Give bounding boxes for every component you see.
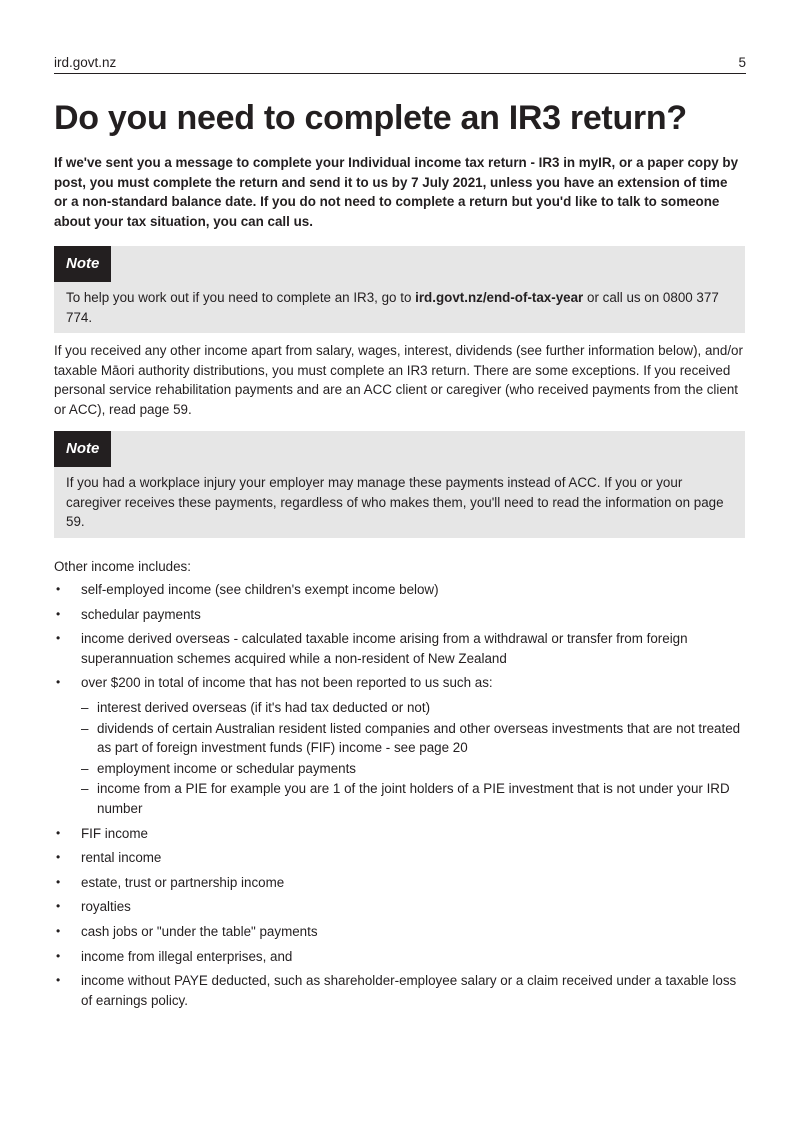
list-item: • income without PAYE deducted, such as shareholder-employee salary or a claim received under a taxable loss of earnings policy. bbox=[56, 973, 737, 1008]
bullet-icon: • bbox=[56, 825, 61, 840]
dash-icon: – bbox=[81, 720, 89, 736]
end-of-tax-year-link[interactable]: ird.govt.nz/end-of-tax-year bbox=[415, 290, 584, 305]
site-url: ird.govt.nz bbox=[54, 55, 117, 70]
list-item: • rental income bbox=[54, 848, 746, 868]
other-income-list bbox=[54, 580, 746, 1015]
list-item: • income derived overseas - calculated taxable income arising from a withdrawal or transfer from foreign superannuation schemes acquired while a non-resident of New Zealand bbox=[56, 631, 688, 666]
list-item: • royalties bbox=[54, 897, 746, 917]
sublist-item: – dividends of certain Australian resident listed companies and other overseas investments that are not treated as part of foreign investment funds (FIF) income - see page 20 bbox=[81, 720, 741, 756]
note-text-after: or call us on 0800 377 774. bbox=[66, 290, 719, 325]
list-item: • FIF income bbox=[54, 824, 746, 844]
bullet-icon: • bbox=[56, 973, 61, 988]
running-header bbox=[54, 55, 746, 74]
list-item: • income from illegal enterprises, and bbox=[54, 947, 746, 967]
other-income-paragraph: If you received any other income apart from salary, wages, interest, dividends (see further information below), and/or taxable Māori authority distributions, you must complete an IR3 return. There are some exceptions. If you received personal service rehabilitation payments and are an ACC client or caregiver (who received payments from the client or ACC), read page 59. bbox=[54, 343, 743, 417]
note-text: If you had a workplace injury your employer may manage these payments instead of ACC. If you or your caregiver receives these payments, regardless of who makes them, you'll need to read the information on page 59. bbox=[66, 475, 724, 530]
note-text-before: To help you work out if you need to complete an IR3, go to bbox=[66, 290, 416, 305]
bullet-icon: • bbox=[56, 606, 61, 621]
dash-icon: – bbox=[81, 781, 89, 797]
page-title: Do you need to complete an IR3 return? bbox=[54, 99, 687, 137]
note-label: Note bbox=[54, 431, 111, 467]
list-item: • schedular payments bbox=[54, 605, 746, 625]
sublist-item: – income from a PIE for example you are 1 of the joint holders of a PIE investment that is not under your IRD number bbox=[81, 781, 730, 816]
note-label: Note bbox=[54, 246, 111, 282]
bullet-icon: • bbox=[56, 899, 61, 914]
page-number: 5 bbox=[738, 55, 746, 70]
bullet-icon: • bbox=[56, 850, 61, 865]
unreported-income-sublist bbox=[81, 698, 746, 819]
note-box-workplace-injury bbox=[54, 431, 745, 538]
note-text bbox=[54, 282, 745, 337]
sublist-item: – interest derived overseas (if it's had tax deducted or not) bbox=[81, 698, 746, 718]
other-income-heading: Other income includes: bbox=[54, 559, 191, 574]
intro-paragraph: If we've sent you a message to complete your Individual income tax return - IR3 in myIR, or a paper copy by post, you must complete the return and send it to us by 7 July 2021, unless you have an extension of time or a non-standard balance date. If you do not need to complete a return but you'd like to talk to someone about your tax situation, you can call us. bbox=[54, 155, 739, 229]
bullet-icon: • bbox=[56, 923, 61, 938]
list-item: • estate, trust or partnership income bbox=[54, 873, 746, 893]
note-box-website bbox=[54, 246, 745, 333]
list-item: • over $200 in total of income that has not been reported to us such as: – interest derived overseas (if it's had tax deducted or not) – dividends of certain Australian resident listed companies and other overseas investments that are not treated as part of foreign investment funds (FIF) income - see page 20 – employment income or schedular payments – income from a PIE for example you are 1 of the joint holders of a PIE investment that is not under your IRD number bbox=[54, 673, 746, 818]
bullet-icon: • bbox=[56, 675, 61, 690]
bullet-icon: • bbox=[56, 874, 61, 889]
dash-icon: – bbox=[81, 760, 89, 776]
dash-icon: – bbox=[81, 699, 89, 715]
bullet-icon: • bbox=[56, 631, 61, 646]
bullet-icon: • bbox=[56, 948, 61, 963]
bullet-icon: • bbox=[56, 582, 61, 596]
list-item: • cash jobs or "under the table" payments bbox=[54, 922, 746, 942]
list-item: • self-employed income (see children's exempt income below) bbox=[54, 580, 746, 600]
sublist-item: – employment income or schedular payments bbox=[81, 759, 746, 779]
